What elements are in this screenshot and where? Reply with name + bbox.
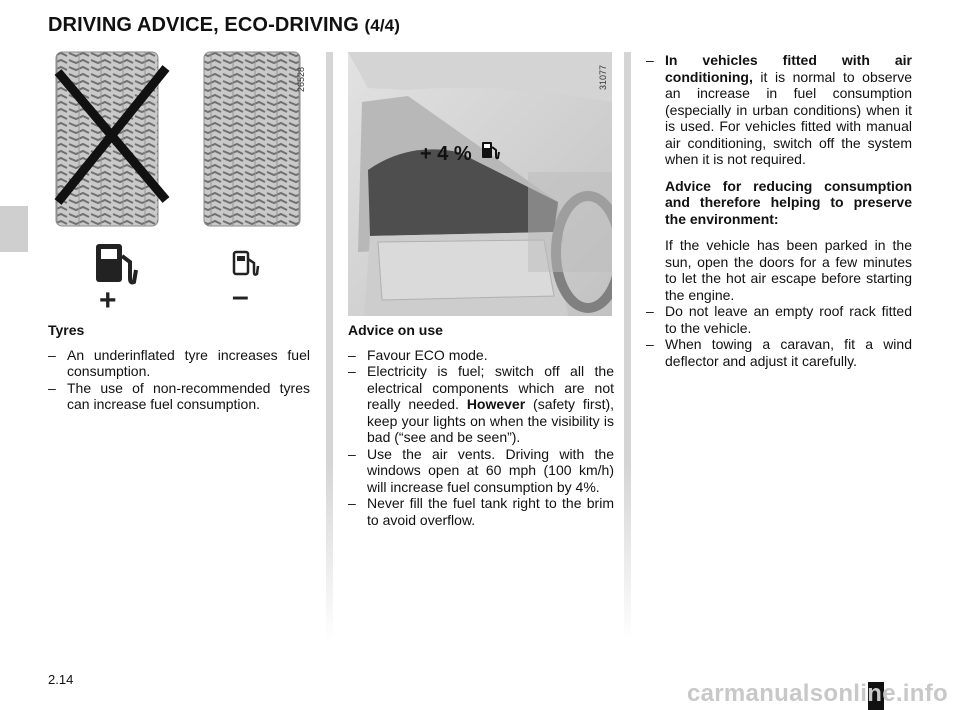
section-tab	[0, 206, 28, 252]
advice-heading: Advice on use	[348, 322, 443, 338]
advice-list	[348, 347, 614, 529]
aircon-extra-list	[646, 303, 912, 369]
watermark: carmanualsonline.info	[686, 680, 948, 707]
fuel-pump-small-icon	[234, 252, 258, 275]
list-item: – Never fill the fuel tank right to the brim to avoid overflow.	[348, 495, 614, 528]
fuel-increase-label: + 4 %	[420, 143, 472, 165]
list-item: – An underinflated tyre increases fuel consumption.	[48, 347, 310, 380]
list-item-text-rest: (safety first), keep your lights on when the visibility is bad (“see and be seen”).	[367, 396, 615, 445]
however-emphasis: However	[466, 396, 526, 412]
figure-code-tyres: 26528	[296, 66, 306, 92]
list-item: – When towing a caravan, fit a wind deflector and adjust it carefully.	[646, 336, 912, 369]
list-item: – Favour ECO mode.	[348, 347, 614, 364]
parked-sun-paragraph: If the vehicle has been parked in the sun, open the doors for a few minutes to let the hot air escape before starting the engine.	[665, 237, 912, 303]
open-window-illustration	[348, 52, 612, 316]
aircon-list	[646, 52, 912, 168]
column-separator-right	[624, 52, 631, 642]
column-separator-left	[326, 52, 333, 642]
aircon-lead: In vehicles fitted with air conditioning,	[665, 52, 912, 85]
tyres-list	[48, 347, 310, 413]
minus-sign: –	[232, 280, 249, 312]
list-item-text: Electricity is fuel; switch off all the electrical components which are not really needed.	[367, 363, 614, 412]
tyres-heading: Tyres	[48, 322, 85, 338]
page-number: 2.14	[48, 672, 74, 687]
aircon-section	[646, 52, 912, 369]
list-item	[646, 52, 912, 168]
list-item: – The use of non-recommended tyres can increase fuel consumption.	[48, 380, 310, 413]
page-title	[48, 14, 400, 37]
list-item: – Do not leave an empty roof rack fitted to the vehicle.	[646, 303, 912, 336]
tyre-correct	[204, 52, 300, 226]
aircon-lead-text: it is normal to observe an increase in fuel consumption (especially in urban conditions) when it is used. For vehicles fitted with manual air conditioning, switch off the system when it is not required.	[665, 68, 912, 167]
figure-code-window: 31077	[598, 64, 608, 90]
consumption-subheading: Advice for reducing consumption and therefore helping to preserve the environment:	[665, 177, 912, 227]
fuel-pump-large-icon	[96, 244, 136, 283]
tyres-section	[48, 322, 310, 413]
page-title-text: DRIVING ADVICE, ECO-DRIVING	[48, 14, 359, 36]
tyres-illustration	[46, 50, 308, 312]
advice-section	[348, 322, 614, 528]
plus-sign: +	[99, 284, 117, 312]
list-item: – Use the air vents. Driving with the windows open at 60 mph (100 km/h) will increase fuel consumption by 4%.	[348, 446, 614, 496]
list-item	[348, 363, 614, 446]
page-title-part: (4/4)	[364, 16, 401, 35]
